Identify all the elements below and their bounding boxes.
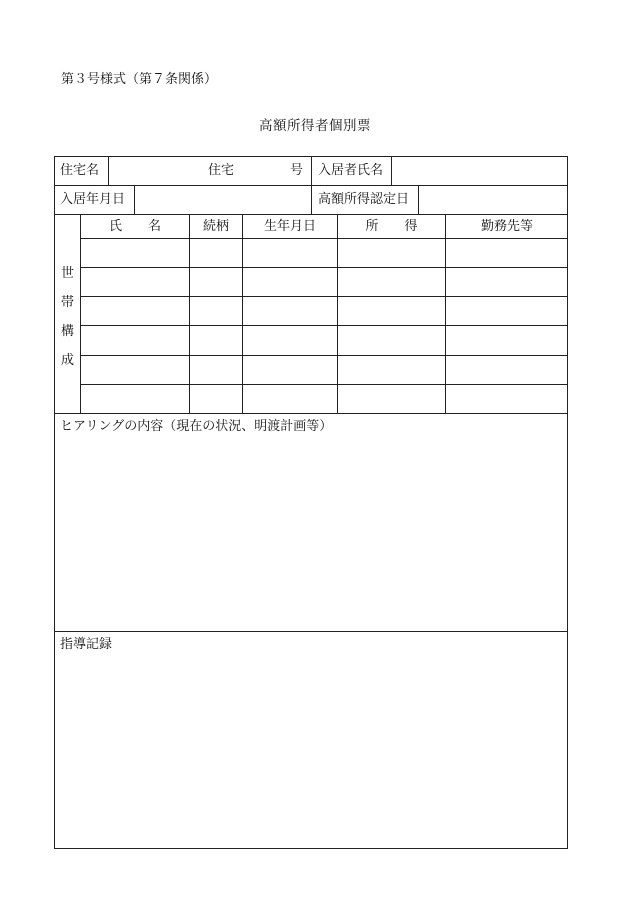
resident-name-label: 入居者氏名 xyxy=(318,163,384,178)
hearing-label: ヒアリングの内容（現在の状況、明渡計画等） xyxy=(60,419,333,434)
certification-date-field[interactable] xyxy=(419,186,567,213)
move-in-date-label: 入居年月日 xyxy=(60,192,126,207)
divider xyxy=(80,238,568,239)
column-header-relation: 続柄 xyxy=(202,219,229,234)
divider xyxy=(54,413,568,414)
housing-middle-label: 住宅 xyxy=(208,163,235,178)
divider xyxy=(80,296,568,297)
household-label-char: 帯 xyxy=(61,295,75,310)
move-in-date-field[interactable] xyxy=(135,186,310,213)
household-label-char: 成 xyxy=(61,353,75,368)
divider xyxy=(80,325,568,326)
document-title: 高額所得者個別票 xyxy=(259,118,371,134)
guidance-record-label: 指導記録 xyxy=(60,637,113,652)
column-header-name: 氏 名 xyxy=(108,219,161,234)
certification-date-label: 高額所得認定日 xyxy=(318,192,410,207)
housing-number-label: 号 xyxy=(290,163,304,178)
divider xyxy=(80,384,568,385)
guidance-record-area[interactable] xyxy=(55,658,567,848)
divider xyxy=(54,214,568,215)
divider xyxy=(80,267,568,268)
hearing-content-area[interactable] xyxy=(55,440,567,630)
column-header-birthdate: 生年月日 xyxy=(263,219,316,234)
divider xyxy=(80,355,568,356)
column-header-workplace: 勤務先等 xyxy=(480,219,533,234)
household-label-char: 世 xyxy=(61,266,75,281)
household-label-char: 構 xyxy=(61,324,75,339)
housing-name-field[interactable] xyxy=(109,157,310,184)
resident-name-field[interactable] xyxy=(392,157,567,184)
divider xyxy=(54,631,568,632)
form-number: 第３号様式（第７条関係） xyxy=(61,72,218,87)
column-header-income: 所 得 xyxy=(365,219,418,234)
housing-name-label: 住宅名 xyxy=(60,163,100,178)
